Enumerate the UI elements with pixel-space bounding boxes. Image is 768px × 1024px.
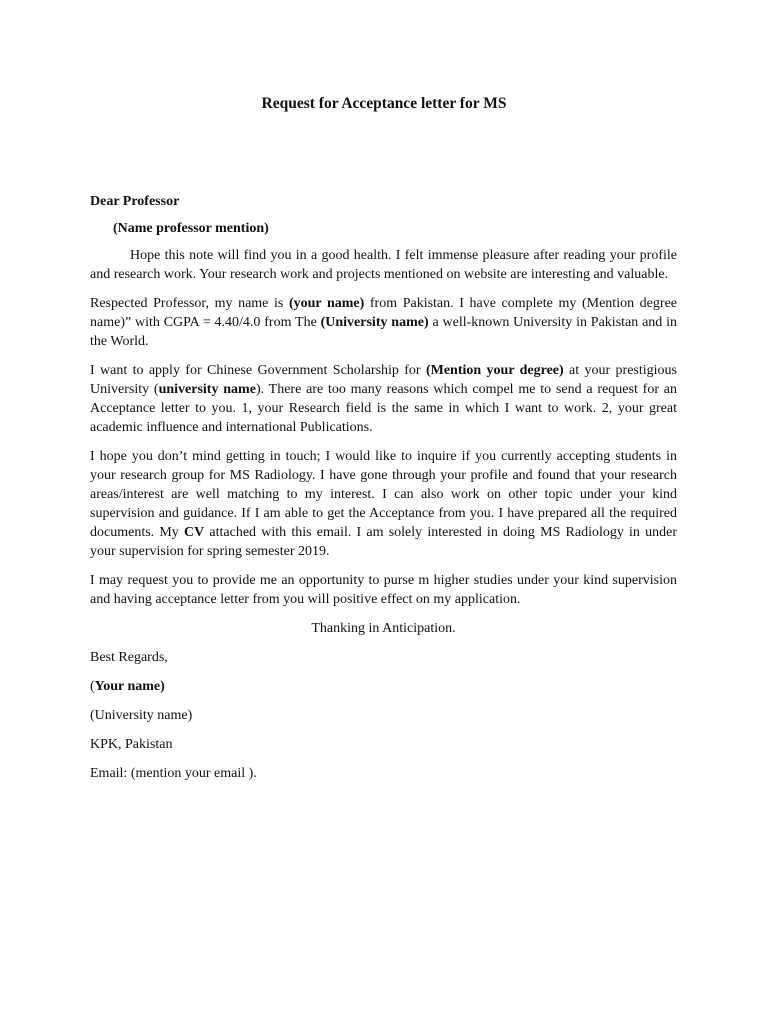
paragraph-scholarship [90, 361, 677, 437]
signature-paren: ( [90, 679, 95, 694]
thanking-line: Thanking in Anticipation. [311, 621, 456, 636]
letter-body [90, 192, 677, 793]
p3-degree: (Mention your degree) [425, 363, 564, 378]
signature-name [90, 677, 677, 696]
p4-text-c: attached with this email. I am solely interested in doing MS Radiology in under your supervision for spring semester 2019. [90, 525, 678, 559]
regards-line: Best Regards, [90, 650, 168, 665]
signature-email: Email: (mention your email ). [90, 766, 257, 781]
p4-text-a: I hope you don’t mind getting in touch; I would like to inquire if you currently accepting students in your research group for MS Radiology. I have gone through your profile and found that your research areas/interest are well matching to my interest. I can also work on other topic under your kind supervision and guidance. If I am able to get the Acceptance from you. I have prepared all the required documents. My [90, 449, 677, 540]
p2-text-c: from Pakistan. I have complete my (Mention degree name)” with CGPA = 4.40/4.0 from The [90, 296, 677, 330]
p3-text-a: I want to apply for Chinese Government Scholarship for [90, 363, 426, 378]
p3-text-c: at your prestigious University ( [90, 363, 677, 397]
signature-your-name: Your name) [94, 679, 165, 694]
professor-name-line: (Name professor mention) [113, 221, 269, 236]
p2-text-a: Respected Professor, my name is [90, 296, 289, 311]
p4-cv: CV [184, 525, 205, 540]
paragraph-intro: Hope this note will find you in a good health. I felt immense pleasure after reading your profile and research work. Your research work and projects mentioned on website are interesting and valuable. [90, 248, 677, 282]
letter-title: Request for Acceptance letter for MS [261, 95, 507, 112]
signature-university: (University name) [90, 708, 193, 723]
p2-text-d: a well-known University in Pakistan and in the World. [90, 315, 677, 349]
p3-text-d: ). There are too many reasons which compel me to send a request for an Acceptance letter to you. 1, your Research field is the same in which I want to work. 2, your great academic influence and international Publications. [90, 382, 677, 435]
paragraph-introduction-self [90, 294, 677, 351]
paragraph-inquiry [90, 447, 677, 561]
p2-university-name: (University name) [320, 315, 429, 330]
signature-location: KPK, Pakistan [90, 737, 173, 752]
p2-your-name: (your name) [288, 296, 365, 311]
p3-university-name: university name [158, 382, 256, 397]
paragraph-request: I may request you to provide me an opportunity to purse m higher studies under your kind supervision and having acceptance letter from you will positive effect on my application. [90, 573, 677, 607]
salutation: Dear Professor [90, 194, 180, 209]
